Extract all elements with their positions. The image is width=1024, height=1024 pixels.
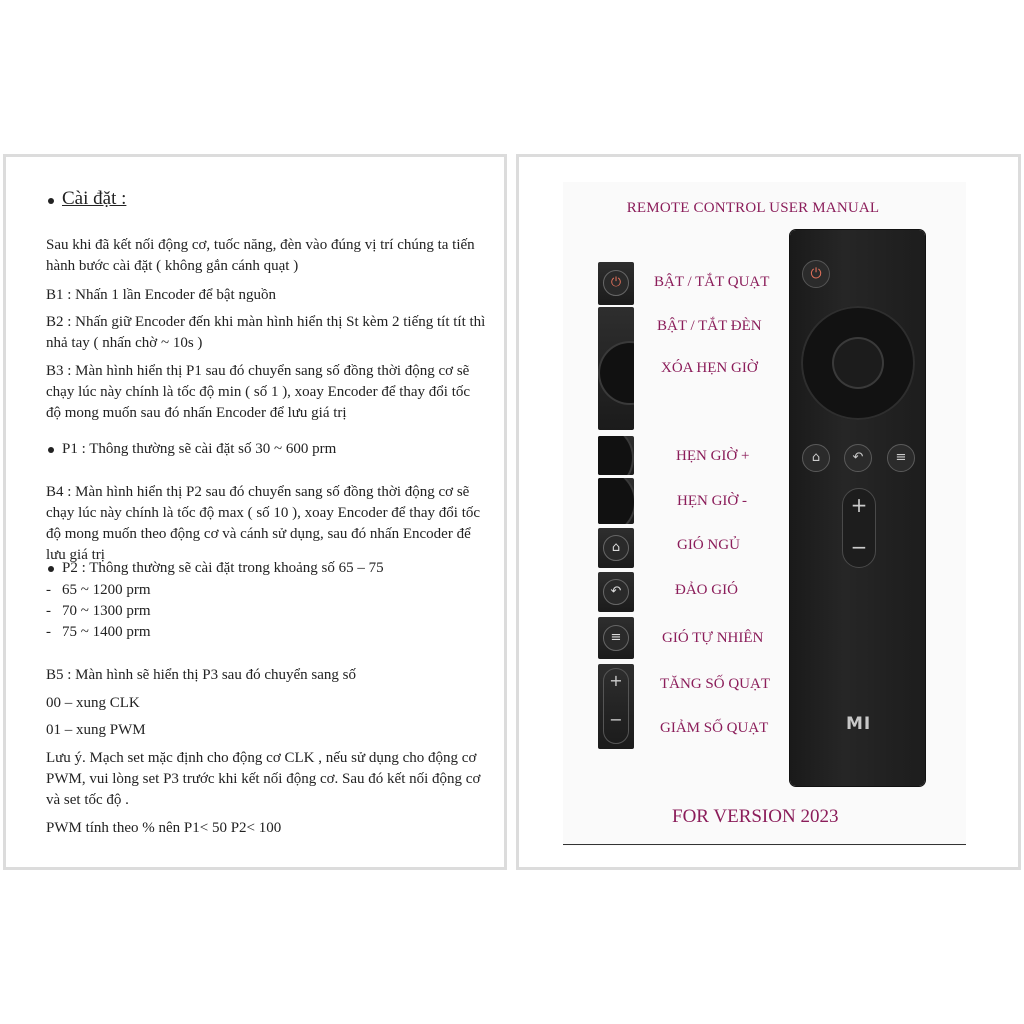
step-b2: B2 : Nhấn giữ Encoder đến khi màn hình hiển thị St kèm 2 tiếng tít tít thì nhả tay ( nhấn chờ ~ 10s ) — [46, 314, 486, 351]
label-timer-minus: HẸN GIỜ - — [677, 493, 747, 509]
volume-tile — [598, 664, 634, 749]
remote-control-image — [790, 230, 925, 786]
mi-logo: MI — [846, 714, 872, 734]
label-power: BẬT / TẮT QUẠT — [654, 274, 770, 290]
home-icon: ⌂ — [802, 444, 830, 472]
timer-plus-tile — [598, 436, 634, 475]
step-b3: B3 : Màn hình hiển thị P1 sau đó chuyển sang số đồng thời động cơ sẽ chạy lúc này chính là tốc độ min ( số 1 ), xoay Encoder để thay đổi tốc độ mong muốn sau đó nhấn Encoder để lưu giá trị — [46, 363, 471, 421]
plus-icon: + — [850, 493, 868, 517]
dpad-arc-icon — [600, 343, 634, 403]
volume-rocker-icon — [603, 668, 629, 744]
dpad-ring — [801, 306, 915, 420]
dpad-tile — [598, 307, 634, 430]
power-icon: ⏻ — [802, 260, 830, 288]
power-button-tile — [598, 262, 634, 305]
version-label: FOR VERSION 2023 — [672, 806, 839, 827]
option-pwm: 01 – xung PWM — [46, 722, 146, 738]
warning-note: Lưu ý. Mạch set mặc định cho động cơ CLK , nếu sử dụng cho động cơ PWM, vui lòng set P3 trước khi kết nối động cơ. Sau đó kết nối động cơ và set tốc độ . — [46, 750, 481, 808]
speed-item: - 75 ~ 1400 prm — [46, 624, 151, 640]
speed-item: - 65 ~ 1200 prm — [46, 582, 151, 598]
home-icon: ⌂ — [603, 535, 629, 561]
step-b4: B4 : Màn hình hiển thị P2 sau đó chuyển sang số đồng thời động cơ sẽ chạy lúc này chính là tốc độ max ( số 10 ), xoay Encoder để thay đổi tốc độ mong muốn theo động cơ và cánh sử dụng, sau đó nhấn Encoder để lưu giá trị — [46, 484, 481, 563]
back-icon: ↶ — [603, 579, 629, 605]
step-b5: B5 : Màn hình sẽ hiển thị P3 sau đó chuyển sang số — [46, 667, 356, 683]
note-p1: P1 : Thông thường sẽ cài đặt số 30 ~ 600 prm — [46, 439, 486, 460]
manual-title: REMOTE CONTROL USER MANUAL — [626, 200, 880, 216]
power-icon: ⏻ — [603, 270, 629, 296]
bullet-icon — [48, 447, 54, 453]
label-speed-down: GIẢM SỐ QUẠT — [660, 720, 769, 736]
option-clk: 00 – xung CLK — [46, 695, 140, 711]
label-clear-timer: XÓA HẸN GIỜ — [661, 360, 758, 376]
back-icon: ↶ — [844, 444, 872, 472]
bullet-icon — [48, 566, 54, 572]
intro-text: Sau khi đã kết nối động cơ, tuốc năng, đèn vào đúng vị trí chúng ta tiến hành bước cài đặt ( không gắn cánh quạt ) — [46, 237, 475, 274]
menu-icon: ≡ — [887, 444, 915, 472]
minus-icon: − — [609, 710, 623, 729]
home-button-tile — [598, 528, 634, 568]
speed-item: - 70 ~ 1300 prm — [46, 603, 151, 619]
setup-heading: Cài đặt : — [46, 188, 486, 211]
step-b1: B1 : Nhấn 1 lần Encoder để bật nguồn — [46, 287, 276, 303]
label-timer-plus: HẸN GIỜ + — [676, 448, 750, 464]
label-natural-wind: GIÓ TỰ NHIÊN — [662, 630, 764, 646]
minus-icon: − — [850, 535, 868, 559]
pwm-note: PWM tính theo % nên P1< 50 P2< 100 — [46, 820, 282, 836]
dpad-center-button — [834, 339, 882, 387]
bullet-icon — [48, 198, 54, 204]
timer-minus-tile — [598, 478, 634, 524]
back-button-tile — [598, 572, 634, 612]
menu-icon: ≡ — [603, 625, 629, 651]
menu-button-tile — [598, 617, 634, 659]
divider — [563, 844, 966, 845]
dpad-arc-icon — [598, 436, 632, 475]
label-sleep-wind: GIÓ NGỦ — [677, 537, 740, 553]
label-reverse-wind: ĐẢO GIÓ — [675, 582, 738, 598]
label-speed-up: TĂNG SỐ QUẠT — [660, 676, 770, 692]
plus-icon: + — [609, 671, 623, 690]
note-p2: P2 : Thông thường sẽ cài đặt trong khoảng số 65 – 75 — [46, 558, 486, 579]
label-light: BẬT / TẮT ĐÈN — [657, 318, 762, 334]
volume-rocker — [842, 488, 876, 568]
dpad-arc-icon — [598, 478, 634, 524]
